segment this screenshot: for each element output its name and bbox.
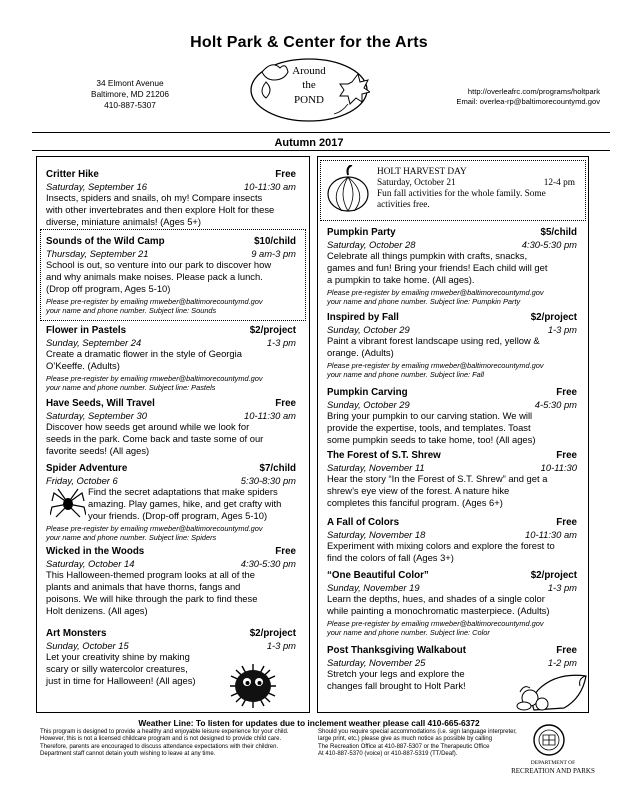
event-critter-hike: Critter Hike Free Saturday, September 16 10-11:30 am Insects, spiders and snails, oh my! Compare insects with other invertebrates and then explore Holt for these diverse, miniature animals! (Ages 5+) bbox=[46, 169, 296, 227]
email-text: Email: overlea-rp@baltimorecountymd.gov bbox=[456, 97, 600, 106]
event-a-fall-of-colors: A Fall of Colors Free Saturday, November 18 10-11:30 am Experiment with mixing colors and explore the forest to find the colors of fall (Ages 3+) bbox=[327, 517, 577, 564]
event-have-seeds: Have Seeds, Will Travel Free Saturday, September 30 10-11:30 am Discover how seeds get around while we look for seeds in the park. Come back and taste some of our favorite seeds! (All ages) bbox=[46, 398, 296, 456]
event-pumpkin-party: Pumpkin Party $5/child Saturday, October 28 4:30-5:30 pm Celebrate all things pumpkin with crafts, snacks, games and fun! Bring your friends! Each child will get a pumpkin to take home. (All ages). Please pre-register by emailing rmweber@baltimorecountymd.gov your name and phone number. Subject line: Pumpkin Party bbox=[327, 227, 577, 306]
event-pumpkin-carving: Pumpkin Carving Free Sunday, October 29 4-5:30 pm Bring your pumpkin to our carving station. We will provide the expertise, tools, and templates. Toast some pumpkin seeds to take home, too! (All ages) bbox=[327, 387, 577, 445]
footer-accommodations: Should you require special accommodations (i.e. sign language interpreter, large print, etc.) please give as much notice as possible by calling The Recreation Office at 410-887-5307 or the Therapeutic Office At 410-887-5370 (voice) or 410-887-5319 (TT/Deaf). bbox=[318, 729, 517, 757]
around-the-pond-logo bbox=[248, 52, 370, 124]
contact-block bbox=[420, 87, 600, 107]
event-post-thanksgiving-walkabout: Post Thanksgiving Walkabout Free Saturday, November 25 1-2 pm Stretch your legs and explore the changes fall brought to Holt Park! bbox=[327, 645, 577, 692]
svg-text:POND: POND bbox=[294, 94, 324, 106]
svg-text:the: the bbox=[302, 79, 316, 91]
event-flower-in-pastels: Flower in Pastels $2/project Sunday, September 24 1-3 pm Create a dramatic flower in the style of Georgia O’Keeffe. (Adults) Please pre-register by emailing rmweber@baltimorecountymd.gov your name and phone number. Subject line: Pastels bbox=[46, 325, 296, 392]
page-title: Holt Park & Center for the Arts bbox=[190, 34, 428, 51]
pumpkin-icon bbox=[326, 165, 370, 213]
event-inspired-by-fall: Inspired by Fall $2/project Sunday, October 29 1-3 pm Paint a vibrant forest landscape using red, yellow & orange. (Adults) Please pre-register by emailing rmweber@baltimorecountymd.gov your name and phone number. Subject line: Fall bbox=[327, 312, 577, 379]
footer-disclaimer: This program is designed to provide a healthy and enjoyable leisure experience for your child. However, this is not a licensed childcare program and is not designed to provide child care. Therefore, parents are encouraged to discuss attendance expectations with their children. Department staff cannot detain youth wishing to leave at any time. bbox=[40, 729, 289, 757]
harvest-day-info: HOLT HARVEST DAY Saturday, October 21 12-4 pm Fun fall activities for the whole family. Some activities free. bbox=[377, 167, 575, 210]
fuzzy-monster-icon bbox=[222, 662, 284, 710]
dept-logo-text: DEPARTMENT OF RECREATION AND PARKS bbox=[511, 760, 595, 775]
event-sounds-of-the-wild: Sounds of the Wild Camp $10/child Thursday, September 21 9 am-3 pm School is out, so venture into our park to discover how and why animals make noises. Please pack a lunch. (Drop off program, Ages 5-10) Please pre-register by emailing rmweber@baltimorecountymd.gov your name and phone number. Subject line: Sounds bbox=[46, 236, 296, 315]
season-heading: Autumn 2017 bbox=[274, 137, 344, 149]
website-link[interactable]: http://overleafrc.com/programs/holtpark bbox=[467, 87, 600, 96]
event-forest-of-st-shrew: The Forest of S.T. Shrew Free Saturday, November 11 10-11:30 Hear the story “In the Forest of S.T. Shrew” and get a shrew’s eye view of the forest. A nature hike completes this fanciful program. (Ages 6+) bbox=[327, 450, 577, 508]
event-spider-adventure: Spider Adventure $7/child Friday, October 6 5:30-8:30 pm Find the secret adaptations that make spiders amazing. Play games, hike, and get crafty with your friends. (Drop-off program, Ages 5-10) Please pre-register by emailing rmweber@baltimorecountymd.gov your name and phone number. Subject line: Spiders bbox=[46, 463, 296, 542]
event-art-monsters: Art Monsters $2/project Sunday, October 15 1-3 pm Let your creativity shine by making scary or silly watercolor creatures, just in time for Halloween! (All ages) bbox=[46, 628, 296, 686]
spider-icon bbox=[50, 487, 86, 521]
cornucopia-icon bbox=[516, 668, 588, 712]
event-wicked-in-the-woods: Wicked in the Woods Free Saturday, October 14 4:30-5:30 pm This Halloween-themed program looks at all of the plants and animals that have thorns, fangs and poisons. We will hike through the park to find these Holt denizens. (All ages) bbox=[46, 546, 296, 616]
address-block: 34 Elmont Avenue Baltimore, MD 21206 410-887-5307 bbox=[91, 78, 169, 110]
divider bbox=[32, 132, 610, 133]
svg-text:Around: Around bbox=[292, 65, 326, 77]
weather-line: Weather Line: To listen for updates due to inclement weather please call 410-665-6372 bbox=[138, 718, 480, 728]
county-seal-icon bbox=[532, 722, 566, 758]
event-one-beautiful-color: “One Beautiful Color” $2/project Sunday, November 19 1-3 pm Learn the depths, hues, and shades of a single color while painting a monochromatic masterpiece. (Adults) Please pre-register by emailing rmweber@baltimorecountymd.gov your name and phone number. Subject line: Color bbox=[327, 570, 577, 637]
divider bbox=[32, 150, 610, 151]
